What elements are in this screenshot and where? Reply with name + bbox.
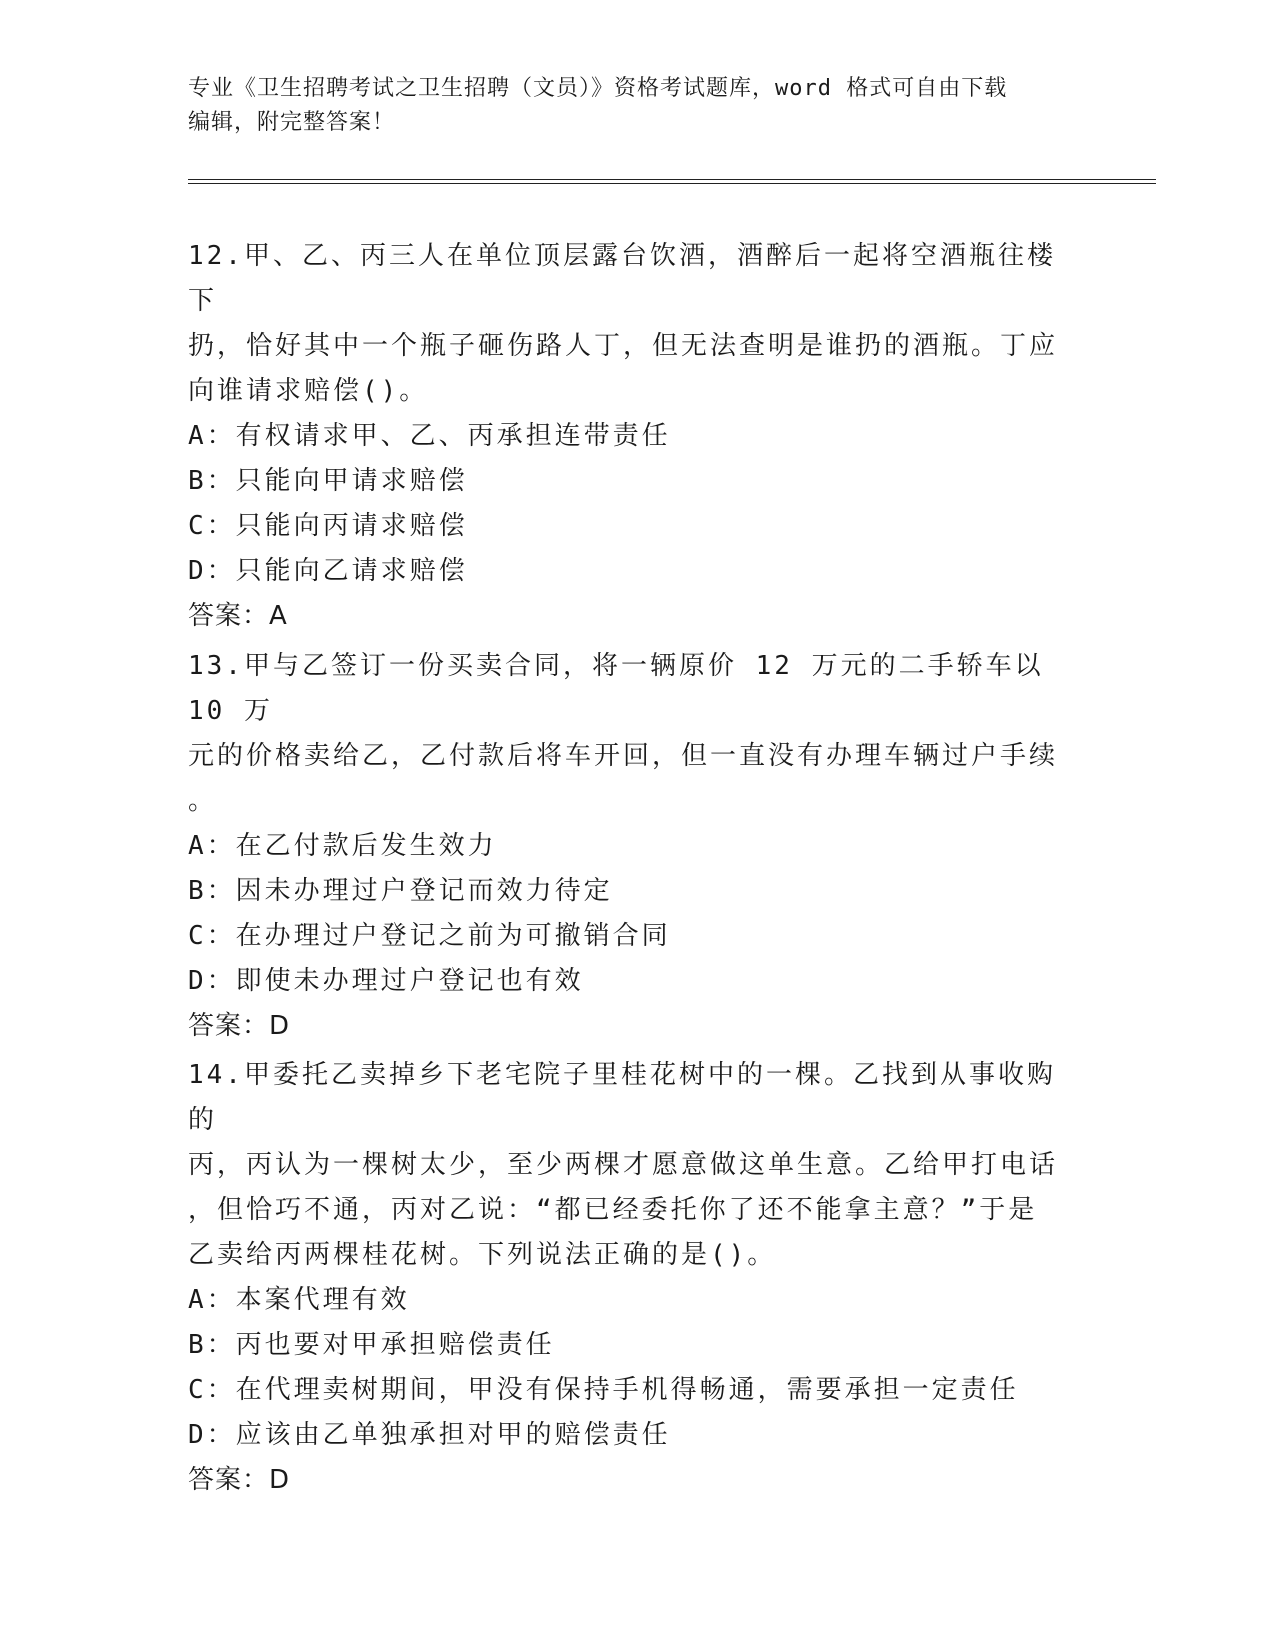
option-b: B：丙也要对甲承担赔偿责任 [188, 1330, 555, 1360]
option-a: A：本案代理有效 [188, 1285, 410, 1315]
question-stem-line: 丙，丙认为一棵树太少，至少两棵才愿意做这单生意。乙给甲打电话 [188, 1150, 1059, 1180]
question-stem-line: 扔，恰好其中一个瓶子砸伤路人丁，但无法查明是谁扔的酒瓶。丁应 [188, 331, 1059, 361]
header-line-2: 编辑，附完整答案！ [188, 110, 396, 135]
header-divider-bottom [188, 183, 1156, 184]
question-12 [188, 234, 1078, 639]
question-stem-line: 元的价格卖给乙，乙付款后将车开回，但一直没有办理车辆过户手续 [188, 741, 1059, 771]
option-c: C：在办理过户登记之前为可撤销合同 [188, 921, 671, 951]
option-a: A：有权请求甲、乙、丙承担连带责任 [188, 421, 671, 451]
document-header [188, 72, 1088, 140]
question-stem-line: 向谁请求赔偿()。 [188, 376, 429, 406]
question-stem-line: 乙卖给丙两棵桂花树。下列说法正确的是()。 [188, 1240, 777, 1270]
question-13 [188, 644, 1078, 1049]
option-d: D：即使未办理过户登记也有效 [188, 966, 584, 996]
question-14 [188, 1053, 1078, 1503]
option-d: D：只能向乙请求赔偿 [188, 556, 468, 586]
question-stem-line: 12.甲、乙、丙三人在单位顶层露台饮酒，酒醉后一起将空酒瓶往楼下 [188, 241, 1056, 316]
question-stem-line: 14.甲委托乙卖掉乡下老宅院子里桂花树中的一棵。乙找到从事收购的 [188, 1060, 1056, 1135]
option-c: C：只能向丙请求赔偿 [188, 511, 468, 541]
option-c: C：在代理卖树期间，甲没有保持手机得畅通，需要承担一定责任 [188, 1375, 1019, 1405]
answer-label: 答案：D [188, 1465, 291, 1495]
header-line-1: 专业《卫生招聘考试之卫生招聘（文员）》资格考试题库，word 格式可自由下载 [188, 76, 1008, 101]
answer-label: 答案：D [188, 1011, 291, 1041]
option-d: D：应该由乙单独承担对甲的赔偿责任 [188, 1420, 671, 1450]
option-b: B：因未办理过户登记而效力待定 [188, 876, 613, 906]
option-a: A：在乙付款后发生效力 [188, 831, 497, 861]
answer-label: 答案：A [188, 601, 288, 631]
question-stem-line: ，但恰巧不通，丙对乙说：“都已经委托你了还不能拿主意？”于是 [188, 1195, 1038, 1225]
question-stem-line: 。 [188, 786, 218, 816]
option-b: B：只能向甲请求赔偿 [188, 466, 468, 496]
header-divider-top [188, 179, 1156, 180]
question-stem-line: 13.甲与乙签订一份买卖合同，将一辆原价 12 万元的二手轿车以 10 万 [188, 651, 1044, 726]
